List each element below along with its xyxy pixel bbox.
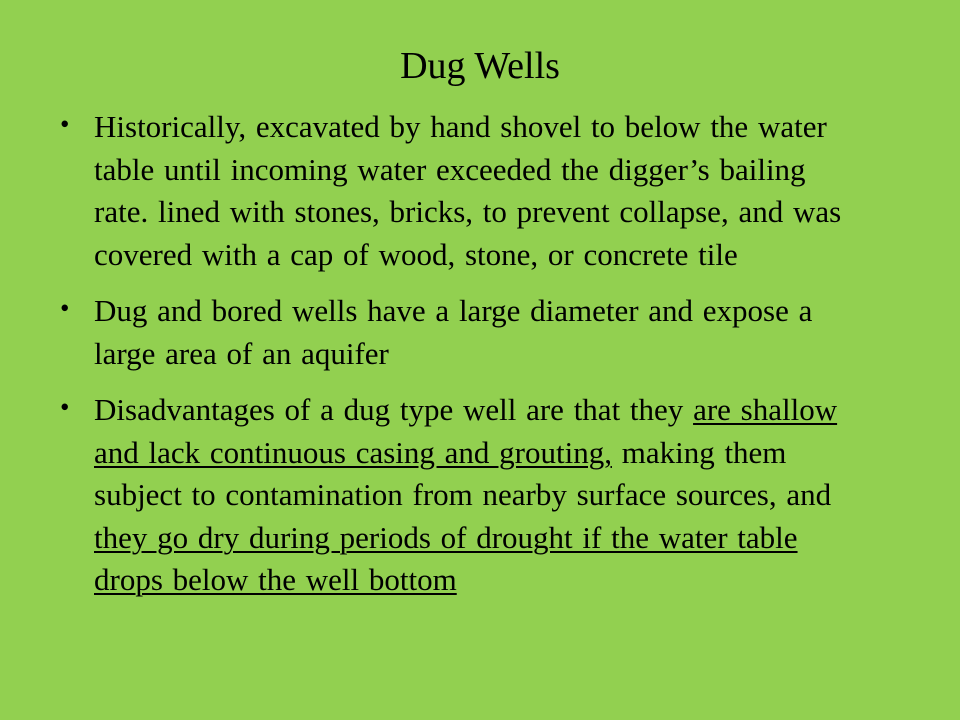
bullet-item bbox=[60, 389, 860, 602]
bullet-item bbox=[60, 106, 860, 276]
bullet-text-segment: Disadvantages of a dug type well are that they bbox=[94, 392, 694, 427]
bullet-dot-icon: • bbox=[60, 293, 70, 323]
underlined-text: are shallow and lack continuous casing and grouting, bbox=[94, 392, 838, 470]
bullet-dot-icon: • bbox=[60, 392, 70, 422]
bullet-dot-icon: • bbox=[60, 109, 70, 139]
bullet-text bbox=[94, 392, 837, 597]
bullet-list bbox=[60, 106, 860, 602]
bullet-text-segment: making them subject to contamination from nearby surface sources, and bbox=[94, 434, 832, 512]
bullet-text: Historically, excavated by hand shovel to below the water table until incoming water exceeded the digger’s bailing rate. lined with stones, bricks, to prevent collapse, and was covered with a cap of wood, stone, or concrete tile bbox=[94, 109, 842, 272]
bullet-text: Dug and bored wells have a large diameter and expose a large area of an aquifer bbox=[94, 293, 813, 371]
underlined-text: they go dry during periods of drought if the water table drops below the well bottom bbox=[94, 519, 798, 597]
slide-title: Dug Wells bbox=[400, 45, 560, 87]
bullet-item bbox=[60, 290, 860, 375]
